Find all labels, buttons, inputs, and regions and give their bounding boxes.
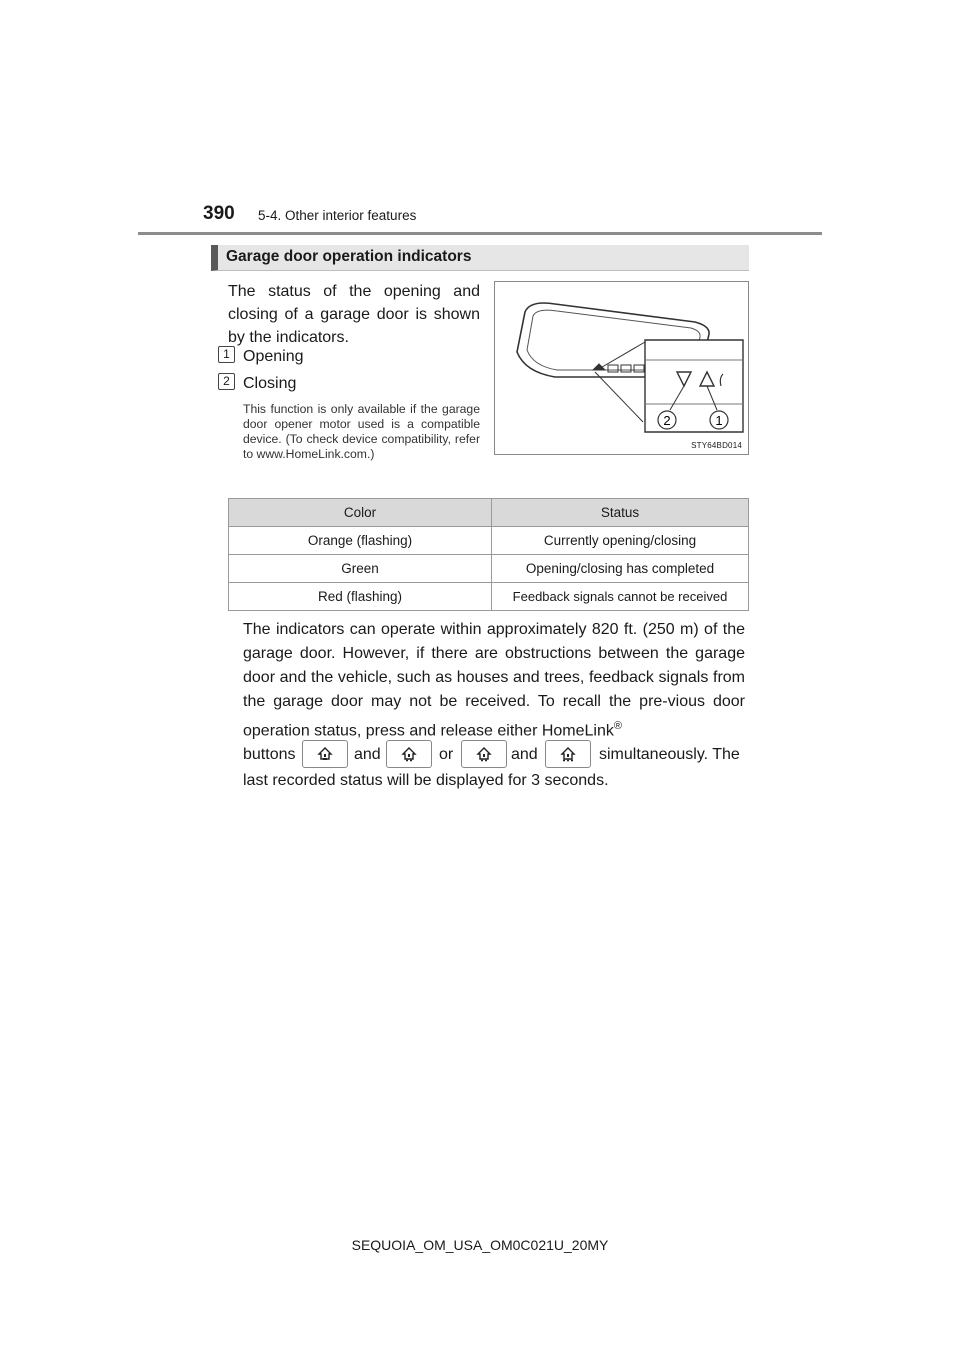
item-label-closing: Closing (243, 375, 297, 392)
table-header-row (229, 499, 749, 527)
intro-text: The status of the opening and closing of a garage door is shown by the indicators. (228, 283, 480, 346)
buttons-word: buttons (243, 746, 296, 763)
table-cell-color: Green (229, 555, 492, 583)
indicator-status-table (228, 498, 749, 611)
or-word: or (439, 746, 454, 763)
table-header-status: Status (492, 499, 749, 527)
table-row (229, 555, 749, 583)
and-word-1: and (354, 746, 381, 763)
registered-mark: ® (613, 720, 622, 732)
homelink-button-2-icon (386, 740, 432, 768)
item-number-1: 1 (218, 346, 235, 363)
and-word-2: and (511, 746, 538, 763)
footer-document-code: SEQUOIA_OM_USA_OM0C021U_20MY (351, 1237, 609, 1253)
table-cell-status: Opening/closing has completed (492, 555, 749, 583)
table-header-color: Color (229, 499, 492, 527)
mirror-illustration (494, 281, 749, 455)
button-instruction-line (243, 738, 745, 772)
table-cell-status: Currently opening/closing (492, 527, 749, 555)
section-heading: Garage door operation indicators (226, 248, 472, 265)
rearview-mirror-drawing (495, 282, 748, 454)
homelink-button-3-icon (545, 740, 591, 768)
callout-1: 1 (715, 413, 723, 428)
homelink-button-2b-icon (461, 740, 507, 768)
body-text: The indicators can operate within approximately 820 ft. (250 m) of the garage door. However, if there are obstructions between the garage door and the vehicle, such as houses and trees, feedback signals from the garage door may not be received. To recall the pre-vious door operation status, press and release either HomeLink (243, 621, 745, 740)
last-line-text: last recorded status will be displayed for 3 seconds. (243, 772, 609, 789)
homelink-button-1-icon (302, 740, 348, 768)
table-cell-color: Red (flashing) (229, 583, 492, 611)
callout-2: 2 (663, 413, 671, 428)
table-row (229, 527, 749, 555)
header-rule (138, 232, 822, 235)
simultaneously-text: simultaneously. The (599, 746, 740, 763)
section-title: 5-4. Other interior features (258, 208, 417, 223)
figure-code: STY64BD014 (691, 441, 742, 450)
compatibility-note: This function is only available if the garage door opener motor used is a compatible device. (To check device compatibility, refer to www.HomeLink.com.) (243, 402, 480, 461)
item-number-2: 2 (218, 373, 235, 390)
table-cell-color: Orange (flashing) (229, 527, 492, 555)
section-heading-bar (211, 245, 749, 271)
body-paragraph (243, 618, 745, 743)
table-row (229, 583, 749, 611)
table-cell-status: Feedback signals cannot be received (492, 583, 749, 611)
page-number: 390 (203, 203, 235, 224)
item-label-opening: Opening (243, 348, 304, 365)
